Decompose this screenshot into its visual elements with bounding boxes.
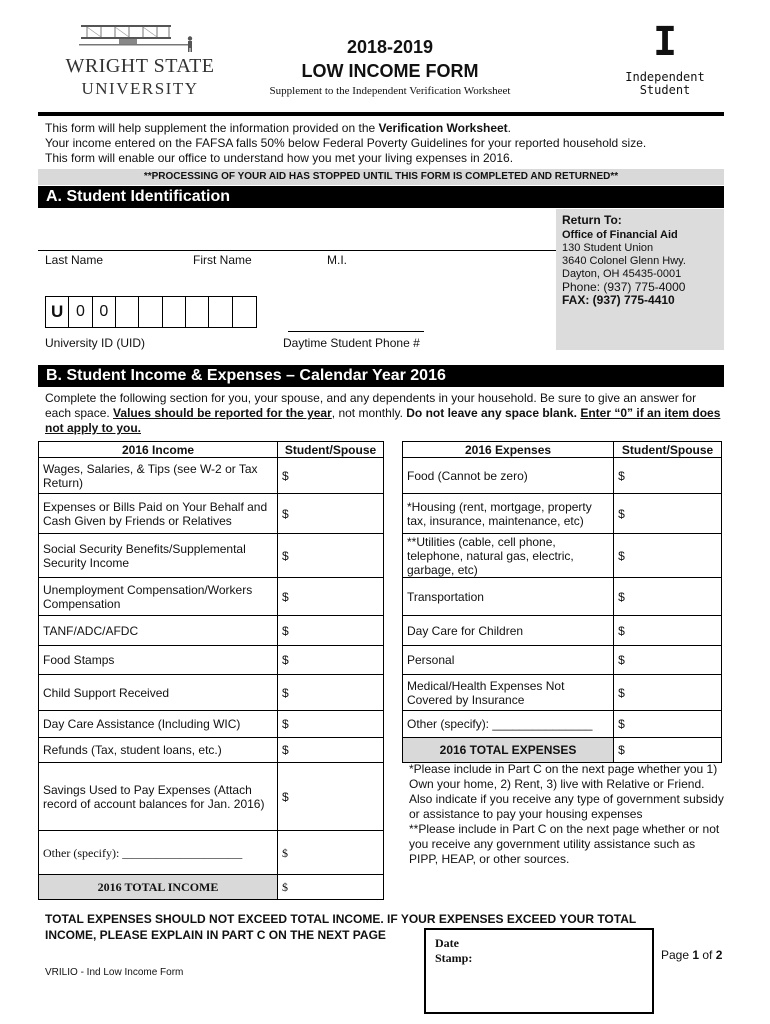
uid-cell[interactable]: 0: [93, 297, 116, 327]
table-row: Expenses or Bills Paid on Your Behalf and Cash Given by Friends or Relatives: [39, 494, 278, 534]
form-year: 2018-2019: [346, 37, 434, 57]
uid-cell[interactable]: [139, 297, 162, 327]
table-row: Food (Cannot be zero): [403, 458, 614, 494]
expense-notes: *Please include in Part C on the next page whether you 1) Own your home, 2) Rent, 3) live with Relative or Friend. Also indicate if you receive any type of government subsidy or assistance to pay your housing expenses **Please include in Part C on the next page whether or not you receive any government utility assistance such as PIPP, HEAP, or other sources.: [409, 762, 724, 866]
student-spouse-header: Student/Spouse: [614, 442, 722, 458]
section-a-header: A. Student Identification: [38, 186, 724, 208]
table-row: Medical/Health Expenses Not Covered by Insurance: [403, 675, 614, 711]
table-row: Transportation: [403, 578, 614, 616]
table-row: Personal: [403, 646, 614, 675]
amount-field[interactable]: $: [278, 458, 384, 494]
form-subtitle: Supplement to the Independent Verification Worksheet: [269, 85, 511, 97]
section-b-instructions: Complete the following section for you, your spouse, and any dependents in your household. Be sure to give an answer for each space. Values should be reported for the year, not monthly. Do not leave any space blank. Enter “0” if an item does not apply to you.: [45, 391, 721, 435]
amount-field[interactable]: $: [278, 738, 384, 763]
amount-field[interactable]: $: [278, 831, 384, 875]
section-b-header: B. Student Income & Expenses – Calendar Year 2016: [38, 365, 724, 387]
total-income-label: 2016 TOTAL INCOME: [39, 875, 278, 900]
phone-label: Daytime Student Phone #: [283, 336, 420, 350]
table-row: Refunds (Tax, student loans, etc.): [39, 738, 278, 763]
total-warning: TOTAL EXPENSES SHOULD NOT EXCEED TOTAL INCOME. IF YOUR EXPENSES EXCEED YOUR TOTAL INCOME, PLEASE EXPLAIN IN PART C ON THE NEXT PAGE: [45, 912, 636, 942]
uid-cell[interactable]: U: [46, 297, 69, 327]
logo-text-top: WRIGHT STATE: [65, 55, 215, 77]
return-address-box: Return To: Office of Financial Aid 130 Student Union 3640 Colonel Glenn Hwy. Dayton, OH 45435-0001 Phone: (937) 775-4000 FAX: (937) 775-4410: [556, 209, 724, 350]
total-income-field[interactable]: $: [278, 875, 384, 900]
uid-cell[interactable]: 0: [69, 297, 92, 327]
table-row: Day Care Assistance (Including WIC): [39, 711, 278, 738]
amount-field[interactable]: $: [278, 616, 384, 646]
page-number: Page 1 of 2: [661, 948, 723, 962]
table-row: *Housing (rent, mortgage, property tax, insurance, maintenance, etc): [403, 494, 614, 534]
amount-field[interactable]: $: [278, 646, 384, 675]
header-divider: [38, 112, 724, 116]
form-title: LOW INCOME FORM: [301, 61, 479, 81]
first-name-label: First Name: [193, 253, 252, 267]
form-type-line1: Independent: [625, 70, 705, 84]
intro-text: This form will help supplement the information provided on the Verification Worksheet. Your income entered on the FAFSA falls 50% below Federal Poverty Guidelines for your reported household size. This form will enable our office to understand how you met your living expenses in 2016.: [45, 121, 647, 165]
uid-cell[interactable]: [186, 297, 209, 327]
table-row: Wages, Salaries, & Tips (see W-2 or Tax Return): [39, 458, 278, 494]
table-row: Social Security Benefits/Supplemental Security Income: [39, 534, 278, 578]
wright-flyer-icon: [79, 22, 191, 50]
amount-field[interactable]: $: [614, 646, 722, 675]
date-stamp-box: Date Stamp:: [424, 928, 654, 1014]
form-code: VRILIO - Ind Low Income Form: [45, 967, 184, 978]
amount-field[interactable]: $: [614, 711, 722, 738]
table-row: TANF/ADC/AFDC: [39, 616, 278, 646]
amount-field[interactable]: $: [278, 675, 384, 711]
total-expenses-label: 2016 TOTAL EXPENSES: [403, 738, 614, 763]
other-income-row[interactable]: Other (specify): ____________________: [39, 831, 278, 875]
table-row: Unemployment Compensation/Workers Compensation: [39, 578, 278, 616]
total-expenses-field[interactable]: $: [614, 738, 722, 763]
amount-field[interactable]: $: [278, 534, 384, 578]
last-name-label: Last Name: [45, 253, 104, 267]
income-table: [38, 441, 384, 900]
person-icon: [185, 36, 195, 52]
student-spouse-header: Student/Spouse: [278, 442, 384, 458]
amount-field[interactable]: $: [614, 458, 722, 494]
table-row: Child Support Received: [39, 675, 278, 711]
university-id-label: University ID (UID): [45, 336, 146, 350]
university-logo: [55, 22, 225, 102]
name-input-line[interactable]: [38, 250, 556, 251]
amount-field[interactable]: $: [278, 711, 384, 738]
income-header: 2016 Income: [39, 442, 278, 458]
amount-field[interactable]: $: [614, 616, 722, 646]
amount-field[interactable]: $: [278, 494, 384, 534]
amount-field[interactable]: $: [614, 494, 722, 534]
expense-header: 2016 Expenses: [403, 442, 614, 458]
uid-cell[interactable]: [163, 297, 186, 327]
table-row: Savings Used to Pay Expenses (Attach record of account balances for Jan. 2016): [39, 763, 278, 831]
processing-notice: **PROCESSING OF YOUR AID HAS STOPPED UNTIL THIS FORM IS COMPLETED AND RETURNED**: [38, 169, 724, 185]
amount-field[interactable]: $: [614, 534, 722, 578]
middle-initial-label: M.I.: [327, 253, 347, 267]
table-row: **Utilities (cable, cell phone, telephone, natural gas, electric, garbage, etc): [403, 534, 614, 578]
uid-cell[interactable]: [116, 297, 139, 327]
table-row: Day Care for Children: [403, 616, 614, 646]
amount-field[interactable]: $: [278, 763, 384, 831]
form-type-line2: Student: [639, 83, 691, 97]
university-id-field[interactable]: [45, 296, 257, 328]
uid-cell[interactable]: [209, 297, 232, 327]
logo-text-bottom: UNIVERSITY: [81, 79, 199, 98]
phone-input-line[interactable]: [288, 331, 424, 332]
form-type-letter: I: [652, 19, 678, 65]
expense-table: [402, 441, 722, 763]
amount-field[interactable]: $: [278, 578, 384, 616]
uid-cell[interactable]: [233, 297, 256, 327]
amount-field[interactable]: $: [614, 675, 722, 711]
other-expense-row[interactable]: Other (specify): _______________: [403, 711, 614, 738]
table-row: Food Stamps: [39, 646, 278, 675]
amount-field[interactable]: $: [614, 578, 722, 616]
